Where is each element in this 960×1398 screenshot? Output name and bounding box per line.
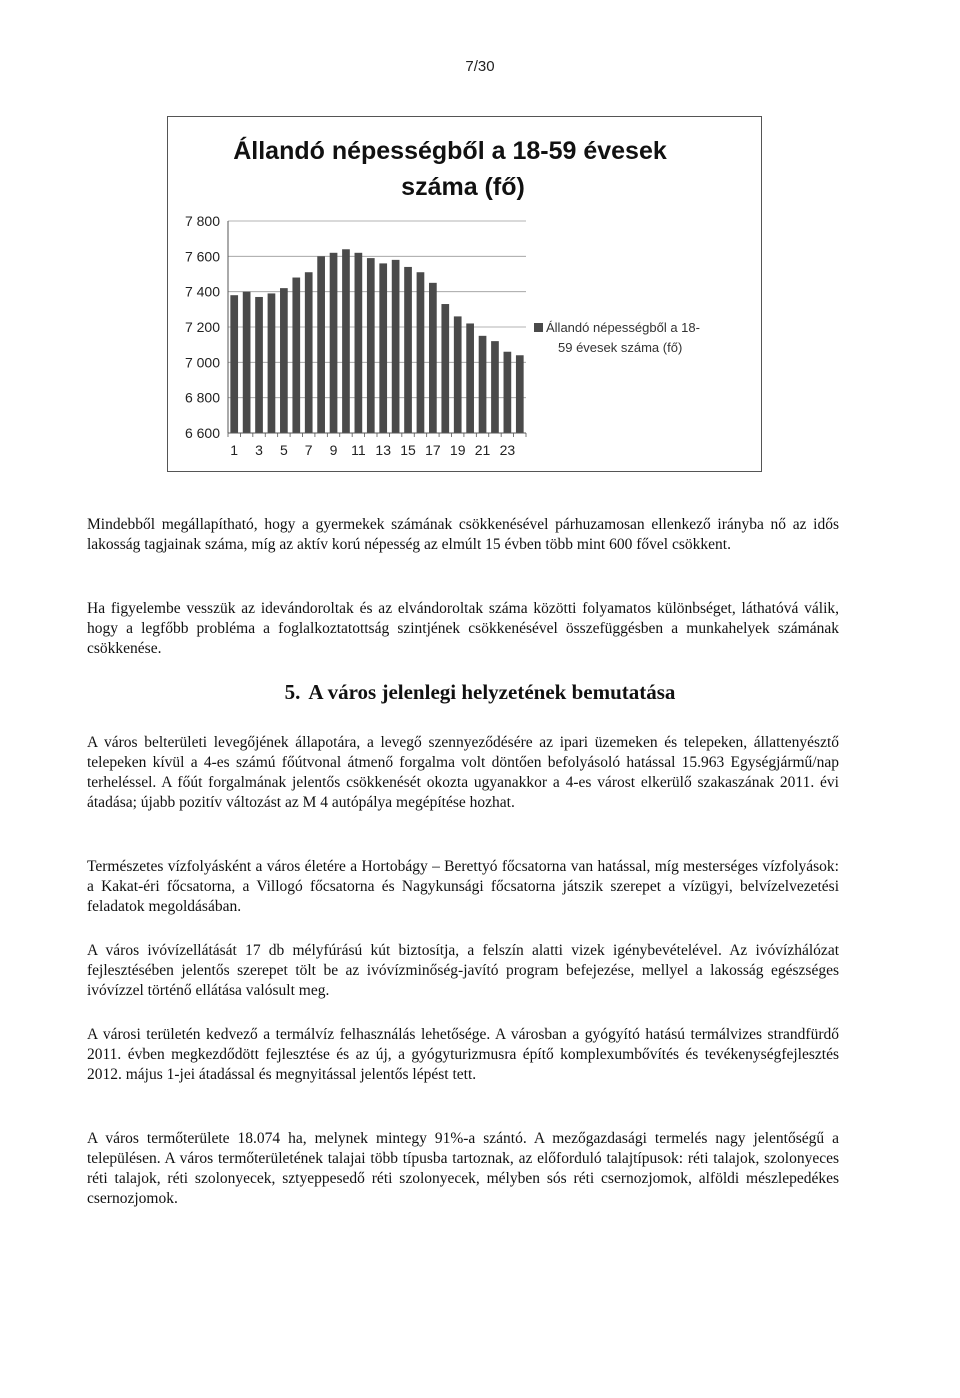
y-tick-label: 6 800 <box>184 389 220 406</box>
x-tick-label: 19 <box>449 442 466 458</box>
y-tick-label: 6 600 <box>184 425 220 441</box>
population-chart-svg <box>168 117 763 473</box>
x-tick-label: 3 <box>255 442 263 458</box>
paragraph-5: A város ivóvízellátását 17 db mélyfúrású kút biztosítja, a felszín alatti vizek igénybevételével. Az ivóvízhálózat fejlesztésében jelentős szerepet tölt be az ivóvízminőség-javító program befejezése, mellyel a lakosság egészséges ivóvízzel történő ellátása valósult meg. <box>87 942 839 999</box>
bar <box>466 323 474 433</box>
legend-label-line-2: 59 évesek száma (fő) <box>558 340 683 355</box>
section-heading <box>0 680 960 705</box>
chart-title-line-2: száma (fő) <box>401 173 525 201</box>
population-chart <box>167 116 762 472</box>
y-tick-label: 7 000 <box>184 354 220 371</box>
bar <box>404 267 412 433</box>
bar <box>392 260 400 433</box>
paragraph-2: Ha figyelembe vesszük az idevándoroltak és az elvándoroltak száma közötti folyamatos különbséget, láthatóvá válik, hogy a legfőbb probléma a foglalkoztatottság szintjének csökkenésével összefüggésben a munkahelyek számának csökkenése. <box>87 600 839 657</box>
y-tick-label: 7 200 <box>184 319 220 335</box>
bar <box>367 258 375 433</box>
x-tick-label: 7 <box>304 442 313 458</box>
bar <box>255 297 263 433</box>
x-tick-label: 21 <box>474 442 491 458</box>
bar <box>429 283 437 433</box>
y-tick-label: 7 800 <box>184 213 220 229</box>
chart-legend <box>534 320 700 355</box>
paragraph-3: A város belterületi levegőjének állapotára, a levegő szennyeződésére az ipari üzemeken és telepeken, állattenyésztő telepeken kívül a 4-es számú főútvonal átmenő forgalma volt döntően befolyásoló hatással 15.963 Egységjármű/nap terheléssel. A főút forgalmának jelentős csökkenését okozta ugyanakkor a 4-es várost elkerülő szakaszának 2011. évi átadása; újabb pozitív változást az M 4 autópálya megépítése hozhat. <box>87 734 839 811</box>
bar <box>268 293 276 433</box>
bar <box>417 272 425 433</box>
bar <box>292 278 300 433</box>
bar <box>243 292 251 433</box>
bar <box>504 352 512 433</box>
y-tick-label: 7 400 <box>184 283 220 300</box>
section-number: 5. <box>284 680 301 704</box>
x-tick-label: 15 <box>400 442 416 458</box>
bar <box>342 249 350 433</box>
section-title: A város jelenlegi helyzetének bemutatása <box>308 680 676 704</box>
chart-x-axis <box>228 433 526 458</box>
bar <box>454 316 462 433</box>
page-number: 7/30 <box>465 58 495 75</box>
x-tick-label: 17 <box>425 442 441 458</box>
x-tick-label: 23 <box>499 442 516 458</box>
bar <box>305 272 313 433</box>
paragraph-6: A városi területén kedvező a termálvíz felhasználás lehetősége. A városban a gyógyító hatású termálvizes strandfürdő 2011. évben megkezdődött fejlesztése és az új, a gyógyturizmusra építő komplexumbővítés és tevékenységfejlesztés 2012. május 1-jei átadással és megnyitással jelentős lépést tett. <box>87 1026 839 1083</box>
x-tick-label: 9 <box>329 442 338 458</box>
bar <box>230 295 238 433</box>
chart-y-axis <box>185 213 228 441</box>
chart-title-line-1: Állandó népességből a 18-59 évesek <box>233 137 667 165</box>
bar <box>491 341 499 433</box>
bar <box>280 288 288 433</box>
x-tick-label: 11 <box>351 442 366 458</box>
legend-label-line-1: Állandó népességből a 18- <box>546 320 700 335</box>
legend-swatch <box>534 323 543 332</box>
bar <box>317 256 325 433</box>
bar <box>355 253 363 433</box>
paragraph-4: Természetes vízfolyásként a város életére a Hortobágy – Berettyó főcsatorna van hatással, míg mesterséges vízfolyások: a Kakat-éri főcsatorna, a Villogó főcsatorna és Nagykunsági főcsatorna játszik szerepet a vízügyi, belvízelvezetési feladatok megoldásában. <box>87 858 839 915</box>
bar <box>379 263 387 433</box>
bar <box>441 304 449 433</box>
x-tick-label: 5 <box>279 442 288 458</box>
bar <box>479 336 487 433</box>
bar <box>516 355 524 433</box>
y-tick-label: 7 600 <box>184 248 220 265</box>
chart-bars <box>230 249 523 433</box>
paragraph-7: A város termőterülete 18.074 ha, melynek mintegy 91%-a szántó. A mezőgazdasági termelés nagy jelentőségű a településen. A város termőterületének talajai több típusba tartoznak, az előforduló talajtípusok: réti talajok, szolonyeces réti talajok, réti szolonyecek, sztyeppesedő réti szolonyecek, mélyben sós réti csernozjomok, alföldi mészlepedékes csernozjomok. <box>87 1130 839 1207</box>
x-tick-label: 13 <box>375 442 391 458</box>
bar <box>330 253 338 433</box>
paragraph-1: Mindebből megállapítható, hogy a gyermekek számának csökkenésével párhuzamosan ellenkező irányba nő az idős lakosság tagjainak száma, míg az aktív korú népesség az elmúlt 15 évben több mint 600 fővel csökkent. <box>87 516 839 553</box>
x-tick-label: 1 <box>230 442 239 458</box>
